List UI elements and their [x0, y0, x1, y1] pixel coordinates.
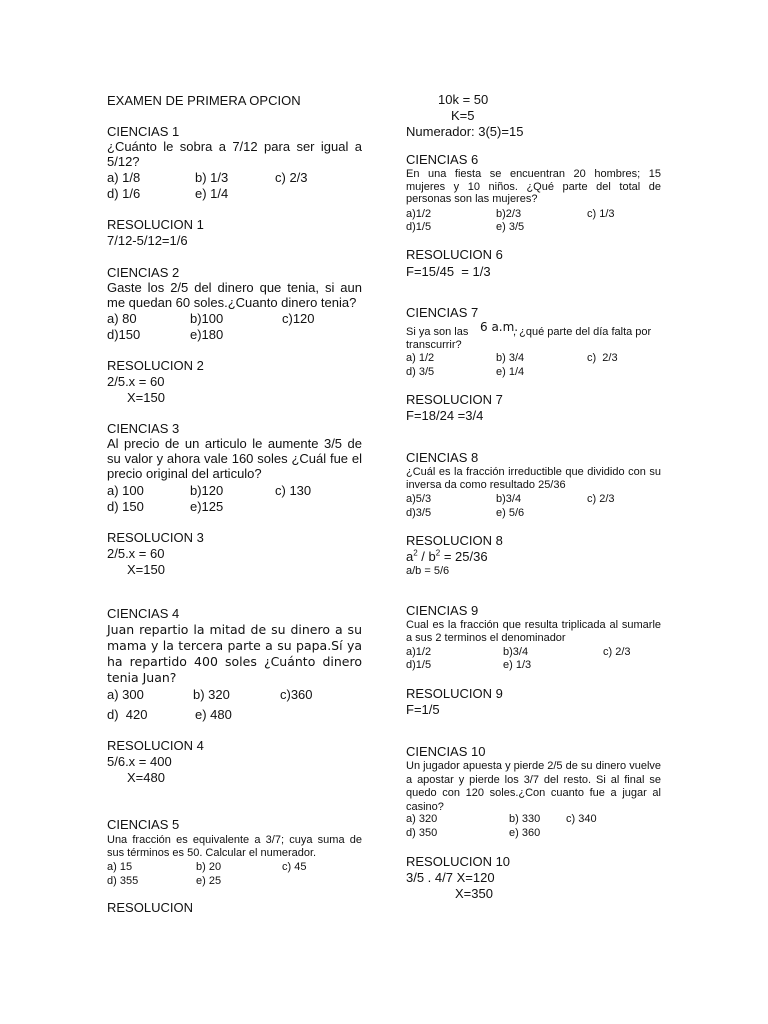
- question-8-option-d: d)3/5: [406, 507, 432, 519]
- question-2-option-c: c)120: [282, 311, 315, 326]
- solution-5-cont-line-2: K=5: [451, 108, 475, 123]
- solution-2-line-2: X=150: [127, 390, 165, 405]
- question-6-option-d: d)1/5: [406, 221, 432, 233]
- question-4-option-c: c)360: [280, 687, 313, 702]
- question-9-heading: CIENCIAS 9: [406, 603, 479, 618]
- question-6-text: En una fiesta se encuentran 20 hombres; 15 mujeres y 10 niños. ¿Qué parte del total de personas son las mujeres?: [406, 168, 661, 206]
- question-4-option-d: d) 420: [107, 707, 148, 722]
- solution-1-line-1: 7/12-5/12=1/6: [107, 233, 188, 248]
- question-1-heading: CIENCIAS 1: [107, 124, 180, 139]
- question-8-option-c: c) 2/3: [587, 493, 615, 505]
- question-5-text: Una fracción es equivalente a 3/7; cuya suma de sus términos es 50. Calcular el numerador.: [107, 834, 362, 859]
- question-7-heading: CIENCIAS 7: [406, 305, 479, 320]
- question-6-option-a: a)1/2: [406, 208, 432, 220]
- solution-1-heading: RESOLUCION 1: [107, 217, 204, 232]
- question-7-option-b: b) 3/4: [496, 352, 525, 364]
- question-10-option-c: c) 340: [566, 813, 597, 825]
- question-6-heading: CIENCIAS 6: [406, 152, 479, 167]
- question-7-option-e: e) 1/4: [496, 366, 525, 378]
- question-10-text: Un jugador apuesta y pierde 2/5 de su dinero vuelve a apostar y pierde los 3/7 del resto. Si al final se quedo con 120 soles.¿Con cuanto fue a jugar al casino?: [406, 760, 662, 813]
- solution-4-heading: RESOLUCION 4: [107, 738, 204, 753]
- solution-10-line-1: 3/5 . 4/7 X=120: [406, 870, 495, 885]
- question-5-heading: CIENCIAS 5: [107, 817, 180, 832]
- question-5-option-d: d) 355: [107, 875, 139, 887]
- question-4-heading: CIENCIAS 4: [107, 606, 180, 621]
- question-10-option-e: e) 360: [509, 827, 541, 839]
- solution-6-heading: RESOLUCION 6: [406, 247, 503, 262]
- solution-4-line-1: 5/6.x = 400: [107, 754, 172, 769]
- exam-title: EXAMEN DE PRIMERA OPCION: [107, 93, 301, 108]
- question-7-text-pre: Si ya son las: [406, 326, 469, 338]
- question-10-heading: CIENCIAS 10: [406, 744, 486, 759]
- question-7-option-c: c) 2/3: [587, 352, 618, 364]
- solution-6-line-1: F=15/45 = 1/3: [406, 264, 491, 279]
- question-3-text: Al precio de un articulo le aumente 3/5 de su valor y ahora vale 160 soles ¿Cuál fue el precio original del articulo?: [107, 436, 362, 481]
- question-1-option-e: e) 1/4: [195, 186, 229, 201]
- question-2-option-b: b)100: [190, 311, 224, 326]
- question-5-option-a: a) 15: [107, 861, 133, 873]
- solution-10-line-2: X=350: [455, 886, 493, 901]
- question-9-option-b: b)3/4: [503, 646, 529, 658]
- question-3-heading: CIENCIAS 3: [107, 421, 180, 436]
- solution-5-cont-line-3: Numerador: 3(5)=15: [406, 124, 524, 139]
- question-5-option-c: c) 45: [282, 861, 307, 873]
- question-2-option-e: e)180: [190, 327, 224, 342]
- question-6-option-b: b)2/3: [496, 208, 522, 220]
- question-4-option-e: e) 480: [195, 707, 232, 722]
- question-3-option-d: d) 150: [107, 499, 144, 514]
- question-10-option-a: a) 320: [406, 813, 438, 825]
- question-9-option-e: e) 1/3: [503, 659, 532, 671]
- question-1-option-b: b) 1/3: [195, 170, 229, 185]
- question-7-option-a: a) 1/2: [406, 352, 435, 364]
- question-4-option-b: b) 320: [193, 687, 230, 702]
- question-7-text-post: , ¿qué parte del día falta por: [513, 326, 652, 338]
- solution-2-heading: RESOLUCION 2: [107, 358, 204, 373]
- solution-7-heading: RESOLUCION 7: [406, 392, 503, 407]
- question-2-option-d: d)150: [107, 327, 141, 342]
- question-5-option-b: b) 20: [196, 861, 222, 873]
- question-8-option-e: e) 5/6: [496, 507, 525, 519]
- question-9-text: Cual es la fracción que resulta triplicada al sumarle a sus 2 terminos el denominador: [406, 619, 661, 644]
- question-7-option-d: d) 3/5: [406, 366, 435, 378]
- question-1-option-c: c) 2/3: [275, 170, 308, 185]
- solution-8-heading: RESOLUCION 8: [406, 533, 503, 548]
- question-3-option-e: e)125: [190, 499, 224, 514]
- question-4-text: Juan repartio la mitad de su dinero a su mama y la tercera parte a su papa.Sí ya ha repartido 400 soles ¿Cuánto dinero tenia Juan?: [107, 622, 362, 685]
- question-4-option-a: a) 300: [107, 687, 144, 702]
- question-9-option-a: a)1/2: [406, 646, 432, 658]
- question-8-option-b: b)3/4: [496, 493, 522, 505]
- solution-5-cont-line-1: 10k = 50: [438, 92, 489, 107]
- question-7-text-line-2: transcurrir?: [406, 339, 462, 351]
- question-2-text: Gaste los 2/5 del dinero que tenia, si aun me quedan 60 soles.¿Cuanto dinero tenia?: [107, 280, 362, 310]
- question-6-option-c: c) 1/3: [587, 208, 615, 220]
- question-8-option-a: a)5/3: [406, 493, 432, 505]
- solution-10-heading: RESOLUCION 10: [406, 854, 511, 869]
- question-9-option-d: d)1/5: [406, 659, 432, 671]
- question-9-option-c: c) 2/3: [603, 646, 631, 658]
- question-1-option-a: a) 1/8: [107, 170, 141, 185]
- question-1-option-d: d) 1/6: [107, 186, 141, 201]
- solution-5-heading: RESOLUCION: [107, 900, 193, 915]
- question-8-text: ¿Cuál es la fracción irreductible que dividido con su inversa da como resultado 25/36: [406, 466, 661, 491]
- question-3-option-a: a) 100: [107, 483, 144, 498]
- solution-9-line-1: F=1/5: [406, 702, 440, 717]
- question-2-heading: CIENCIAS 2: [107, 265, 180, 280]
- solution-8-line-2: a/b = 5/6: [406, 565, 450, 577]
- solution-9-heading: RESOLUCION 9: [406, 686, 503, 701]
- question-10-option-b: b) 330: [509, 813, 541, 825]
- question-8-heading: CIENCIAS 8: [406, 450, 479, 465]
- question-5-option-e: e) 25: [196, 875, 222, 887]
- question-1-text: ¿Cuánto le sobra a 7/12 para ser igual a 5/12?: [107, 139, 362, 169]
- solution-2-line-1: 2/5.x = 60: [107, 374, 165, 389]
- question-7-time: 6 a.m.: [480, 320, 519, 334]
- question-2-option-a: a) 80: [107, 311, 137, 326]
- question-6-option-e: e) 3/5: [496, 221, 525, 233]
- question-3-option-c: c) 130: [275, 483, 312, 498]
- solution-4-line-2: X=480: [127, 770, 165, 785]
- question-3-option-b: b)120: [190, 483, 224, 498]
- solution-3-line-2: X=150: [127, 562, 165, 577]
- solution-8-equation: $a^2 / b^2 = 25/36$: [406, 548, 488, 564]
- solution-3-line-1: 2/5.x = 60: [107, 546, 165, 561]
- question-10-option-d: d) 350: [406, 827, 438, 839]
- solution-3-heading: RESOLUCION 3: [107, 530, 204, 545]
- solution-7-line-1: F=18/24 =3/4: [406, 408, 484, 423]
